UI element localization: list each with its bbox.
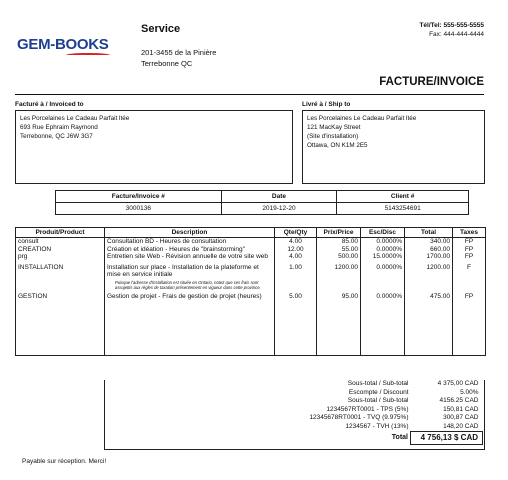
ship-to-line: 121 MacKay Street [307,124,361,131]
item-discount: 0.0000% [361,238,405,246]
company-phone: Tél/Tel: 555-555-5555 [419,22,484,29]
item-discount: 15.0000% [361,253,405,261]
company-logo: GEM-BOOKS [17,36,109,53]
col-total: Total [405,228,453,238]
totals-row [201,423,483,432]
item-qty: 5.00 [275,290,317,301]
date-value: 2019-12-20 [221,203,337,215]
item-description: Entretien site Web - Révision annuelle de votre site web [105,253,275,261]
company-fax: Fax: 444-444-4444 [429,31,484,38]
discount-label: Escompte / Discount [348,388,409,396]
item-product: prg [16,253,105,261]
item-tax: FP [453,290,486,301]
item-qty: 4.00 [275,253,317,261]
table-row [16,238,486,246]
col-discount: Esc/Disc [361,228,405,238]
date-header: Date [221,191,337,203]
item-price: 500.00 [317,253,361,261]
item-product: CREATION [16,246,105,254]
item-price: 1200.00 [317,261,361,290]
tvh-label: 1234567 - TVH (13%) [345,422,409,430]
totals-table [201,380,484,445]
tvq-value: 300,87 CAD [443,414,479,421]
title-divider [15,94,484,95]
totals-row [201,389,483,398]
item-discount: 0.0000% [361,290,405,301]
invoice-meta-table [55,190,469,215]
client-number-header: Client # [337,191,469,203]
table-row [16,246,486,254]
company-name: Service [141,23,181,35]
logo-swoosh [66,53,110,57]
col-qty: Qte/Qty [275,228,317,238]
invoice-number-value: 3000136 [56,203,222,215]
invoice-number-header: Facture/Invoice # [56,191,222,203]
item-product: consult [16,238,105,246]
item-total: 1700.00 [405,253,453,261]
bill-to-line: Terrebonne, QC J6W 3G7 [20,133,93,140]
item-qty: 12.00 [275,246,317,254]
ship-to-line: (Site d'installation) [307,133,359,140]
item-price: 95.00 [317,290,361,301]
item-product: GESTION [16,290,105,301]
item-note: Puisque l'adresse d'installation est située en Ontario, notez que ces frais sont assujettis aux règles de taxation présentement en vigueur dans cette province. [115,279,261,290]
col-taxes: Taxes [453,228,486,238]
item-product: INSTALLATION [16,261,105,290]
footer-note: Payable sur réception. Merci! [22,458,107,465]
totals-row [201,380,483,389]
item-tax: FP [453,246,486,254]
subtotal-value: 4 375,00 CAD [437,380,479,387]
tvh-value: 148,20 CAD [443,422,479,430]
item-tax: FP [453,253,486,261]
item-description: Création et idéation - Heures de "brainstorming" [105,246,275,254]
grand-total-row [201,432,483,445]
col-price: Prix/Price [317,228,361,238]
col-description: Description [105,228,275,238]
tps-label: 1234567RT0001 - TPS (5%) [326,405,409,413]
ship-to-line: Ottawa, ON K1M 2E5 [307,142,368,149]
table-filler-row [16,300,486,355]
item-tax: FP [453,238,486,246]
bill-to-line: 693 Rue Ephraim Raymond [20,124,98,131]
totals-row [201,397,483,406]
line-items-table [15,227,486,356]
item-total: 1200.00 [405,261,453,290]
discount-value: 5.00% [460,388,479,396]
table-row [16,261,486,290]
tvq-label: 12345678RT0001 - TVQ (9.975%) [309,414,409,421]
item-tax: F [453,261,486,290]
ship-to-box [302,110,485,184]
item-price: 85.00 [317,238,361,246]
totals-row [201,406,483,415]
tps-value: 150,81 CAD [443,405,479,413]
subtotal-label: Sous-total / Sub-total [347,380,409,387]
bill-to-line: Les Porcelaines Le Cadeau Parfait ltée [20,115,130,122]
item-price: 55.00 [317,246,361,254]
item-qty: 1.00 [275,261,317,290]
item-description: Consultation BD - Heures de consultation [105,238,275,246]
item-qty: 4.00 [275,238,317,246]
bill-to-box [15,110,293,184]
table-row [16,253,486,261]
company-address-line2: Terrebonne QC [141,59,193,68]
client-number-value: 5143254691 [337,203,469,215]
totals-row [201,414,483,423]
item-total: 660.00 [405,246,453,254]
item-description: Gestion de projet - Frais de gestion de projet (heures) [105,290,275,301]
ship-to-label: Livré à / Ship to [302,101,351,108]
item-discount: 0.0000% [361,261,405,290]
item-discount: 0.0000% [361,246,405,254]
ship-to-line: Les Porcelaines Le Cadeau Parfait ltée [307,115,417,122]
table-row [16,290,486,301]
subtotal2-label: Sous-total / Sub-total [347,397,409,404]
item-total: 475.00 [405,290,453,301]
grand-total-label: Total [391,434,408,441]
item-total: 340.00 [405,238,453,246]
item-description: Installation sur place - Installation de la plateforme et mise en service initiale [107,263,259,278]
subtotal2-value: 4156.25 CAD [439,397,479,404]
company-address-line1: 201-3455 de la Pinière [141,48,217,57]
col-product: Produit/Product [16,228,105,238]
bill-to-label: Facturé à / Invoiced to [15,101,84,108]
item-description-cell [105,261,275,290]
grand-total-value: 4 756,13 $ CAD [411,432,483,445]
document-title: FACTURE/INVOICE [379,76,484,88]
